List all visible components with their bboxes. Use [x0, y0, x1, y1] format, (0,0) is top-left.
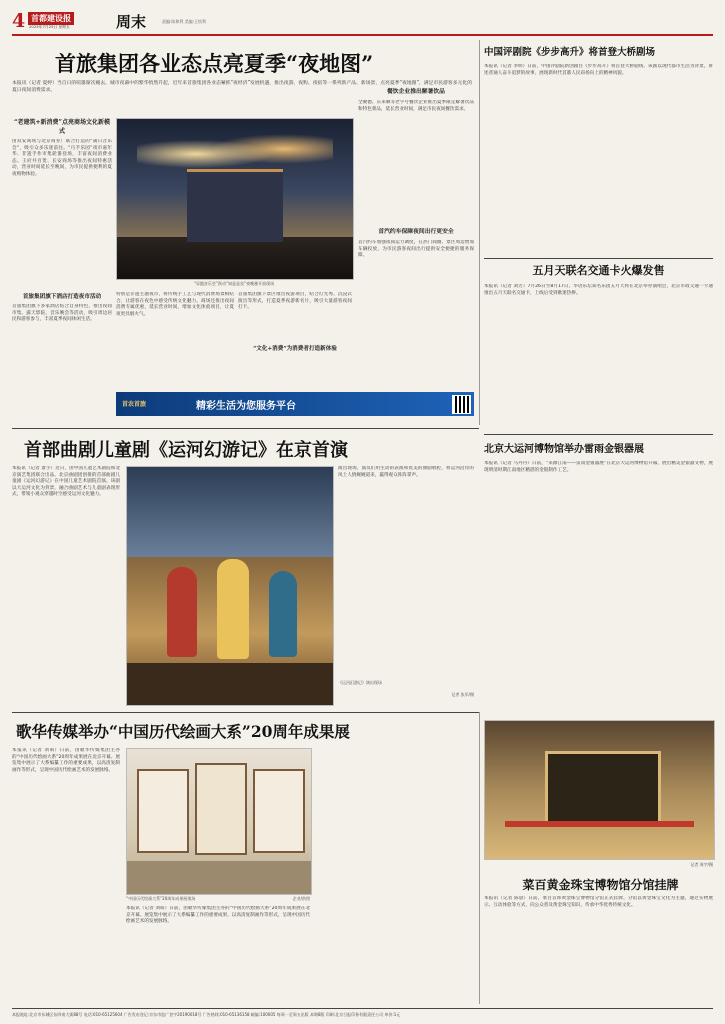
- sidebar-headline2: 五月天联名交通卡火爆发售: [532, 264, 665, 277]
- article2-photo-caption: 《运河幻游记》演出现场: [338, 680, 382, 685]
- article2-headline: 首部曲剧儿童剧《运河幻游记》在京首演: [24, 440, 348, 461]
- page-number: 4: [12, 10, 26, 32]
- performer-center: [217, 559, 249, 659]
- sidebar-text2: 本报讯（记者 刘芳）7月26日至8月17日，华语乐坛知名乐团五月天将在北京举办演唱会，北京市政交通一卡通推出五月天联名交通卡，上线后受到歌迷热捧。: [484, 284, 713, 296]
- article1-subhead5: 首汽约车保障夜间出行更安全: [378, 229, 454, 235]
- article3-byline: 企业/供图: [292, 896, 310, 901]
- article3-headline: 歌华传媒举办“中国历代绘画大系”20周年成果展: [16, 722, 350, 741]
- bottom-column-divider: [479, 712, 480, 1004]
- article1-photo: [116, 118, 354, 280]
- article2-body: 本报讯（记者 萧小）近日，由中国儿童艺术剧院和北京演艺集团联合出品、北京曲剧团创排的首部曲剧儿童剧《运河幻游记》在中国儿童艺术剧院首演。该剧以大运河文化为背景，融合曲剧艺术与儿童剧表现形式，带领小观众穿越时空感受运河文化魅力。: [12, 466, 120, 498]
- banner-text: 精彩生活为您服务平台: [196, 401, 296, 412]
- paper-name: 首都建设报: [31, 14, 71, 23]
- sidebar-headline1: 中国评剧院《步步高升》将首登大桥剧场: [484, 47, 656, 58]
- article1-photo-caption: “穿越音乐会”跃动“知是是良”夜晚雅开放现场: [193, 281, 275, 286]
- column-divider: [479, 40, 480, 425]
- qr-code-icon: [452, 395, 471, 414]
- article1-col3: [238, 292, 352, 388]
- article3-photo-caption: “中国历代绘画大系”20周年成果展现场: [126, 896, 196, 901]
- performer-right: [269, 571, 297, 657]
- article1-col4: [358, 88, 474, 388]
- crowd-silhouette: [117, 237, 353, 279]
- gallery-floor: [127, 861, 311, 894]
- article3-body: 本报讯（记者 刘萌）日前，由歌华传媒集团主办的“中国历代绘画大系”20周年成果展在北京开幕。展览集中展示了大系编纂工作的重要成果，以高清复制画作等形式，呈现中国历代绘画艺术的发展脉络。: [12, 748, 120, 773]
- sidebar-story3: [484, 440, 713, 700]
- article2-byline: 记者 张军/摄: [451, 692, 474, 697]
- article1-lede: 本报讯（记者 夏婷）当自日的喧嚣渐次褪去，城市夜幕中的繁华悄然升起，近年来首旅集团各业态紧抓“夜经济”发展机遇，推出夜游、夜购、夜宿等一系列新产品、新场景，点亮夏季“夜地图”，满足市民游客多元化的夏日夜间消费需求。: [12, 81, 472, 93]
- sidebar-text1: 本报讯（记者 李明）日前，中国评剧院新创剧目《步步高升》将首登大桥剧场。该剧以现代都市生活为背景，讲述普通人奋斗追梦的故事，展现新时代首都人民昂扬向上的精神风貌。: [484, 64, 713, 76]
- article1-body2: 首旅集团旗下多家酒店结合自身特色，推出夜间市集、露天影院、音乐晚会等活动，吸引周边居民和游客参与，丰富夏季夜间休闲生活。: [12, 304, 112, 323]
- article1-col1: [12, 118, 112, 388]
- article1-col4-text: 全聚德、东来顺等老字号餐饮企业推出夏季限定解暑饮品和特色菜品，延长营业时间，满足市民夜间餐饮需求。: [358, 100, 474, 112]
- sidebar-text3: 本报讯（记者 马丹丹）日前，“来源江南——雷雨金银器展”在北京大运河博物馆开幕，展出精美金银器文物，展现明清时期江南地区精湛的金银制作工艺。: [484, 461, 713, 473]
- sidebar-story1: [484, 44, 713, 254]
- gallery-panel-1: [137, 769, 189, 853]
- article4-photo: [484, 720, 715, 860]
- sidebar-divider2: [484, 434, 713, 435]
- footer-rule: [12, 1008, 713, 1009]
- gallery-panel-3: [253, 769, 305, 853]
- article3-top-rule: [12, 712, 479, 713]
- article1-body1: 由双安商场与北京商业广联合打造的“蒲日音乐会”，吸引众多乐迷前往。“巧手乐园”夜市嘉年华、非遗手作市集轮番登场，丰富夜间消费业态。王府井百货、长安商场等推出夜间特惠活动，营业时间延长至晚间，为市民提供便利的夏夜购物体验。: [12, 139, 112, 177]
- article3-photo: [126, 748, 312, 895]
- sidebar-headline3: 北京大运河博物馆举办雷雨金银器展: [484, 444, 644, 455]
- service-banner: [116, 392, 474, 416]
- editors-credit: 责编:陈和利 美编:王钦利: [162, 19, 206, 24]
- stage-backdrop: [127, 467, 333, 557]
- article2-col2-text: 演出现场，演员们用生动的表演和优美的曲剧唱腔，将运河沿岸的风土人情娓娓道来，赢得观众阵阵掌声。: [338, 466, 474, 478]
- gallery-panel-2: [195, 763, 247, 855]
- museum-sign: [545, 751, 661, 827]
- sidebar-divider1: [484, 258, 713, 259]
- article3-col2-text: 本报讯（记者 刘萌）日前，由歌华传媒集团主办的“中国历代绘画大系”20周年成果展在北京开幕。展览集中展示了大系编纂工作的重要成果，以高清复制画作等形式，呈现中国历代绘画艺术的发展脉络。: [126, 906, 310, 925]
- ribbon-icon: [505, 821, 694, 827]
- article1-headline: 首旅集团各业态点亮夏季“夜地图”: [55, 51, 374, 76]
- footer-imprint: [0, 1012, 725, 1024]
- article1-col2-text: 特别是非遗主题夜市，将传统手工艺与现代消费场景相结合，让游客在夜色中感受传统文化魅力。商场还推出夜间消费专属优惠，延长营业时间，增加文化体验项目，让夏夜更具烟火气。: [116, 292, 234, 317]
- article2-top-rule: [12, 428, 479, 429]
- article4-body: 本报讯（记者 陈晨）日前，菜百首饰黄金珠宝博物馆分馆正式挂牌。分馆以黄金珠宝文化为主题，通过实物展示、互动体验等方式，向公众普及黄金珠宝知识，传承中华优秀传统文化。: [484, 896, 713, 908]
- article1-subhead2: 首旅集团旗下酒店打造夜市活动: [22, 294, 102, 300]
- article2-photo: [126, 466, 334, 706]
- article1-subhead4: 餐饮企业推出解暑饮品: [387, 89, 445, 95]
- performer-left: [167, 567, 197, 657]
- building-silhouette: [187, 169, 283, 242]
- masthead-rule: [12, 34, 713, 36]
- article4-byline: 记者 周宇/摄: [690, 862, 713, 867]
- article1-subhead3: “文化+消费”为消费者打造新体验: [253, 346, 337, 352]
- date-line: 2025年7月25日 星期五: [29, 24, 70, 29]
- article1-col3-text: 首旅集团旗下景区推出夜游项目，结合灯光秀、沉浸式演出等形式，打造夏季夜游新名片，吸引大量游客夜间打卡。: [238, 292, 352, 311]
- article4-headline: 菜百黄金珠宝博物馆分馆挂牌: [522, 878, 679, 892]
- stage-floor: [127, 663, 333, 705]
- sidebar-story2: [484, 262, 713, 432]
- article1-col5-text: 首汽约车加强夜间运力调度，在热门商圈、景区周边增加车辆投放，为市民游客夜间出行提供安全便捷的服务保障。: [358, 240, 474, 259]
- article1-subhead1: “老建筑+新消费”点亮商场文化新模式: [14, 119, 110, 135]
- banner-brand: 首农首旅: [122, 401, 147, 408]
- footer-text: 本报地址:北京市东城区东四南大街88号 电话:010-65125604 广告发布登记:京东市监广登字20190018号 广告热线:010-65136158 邮编:100005 每周一至周五出版 本期8版 印刷:北京日报印务有限责任公司 单价:1元: [12, 1012, 401, 1017]
- masthead: [12, 10, 713, 32]
- section-title: 周末: [116, 13, 147, 31]
